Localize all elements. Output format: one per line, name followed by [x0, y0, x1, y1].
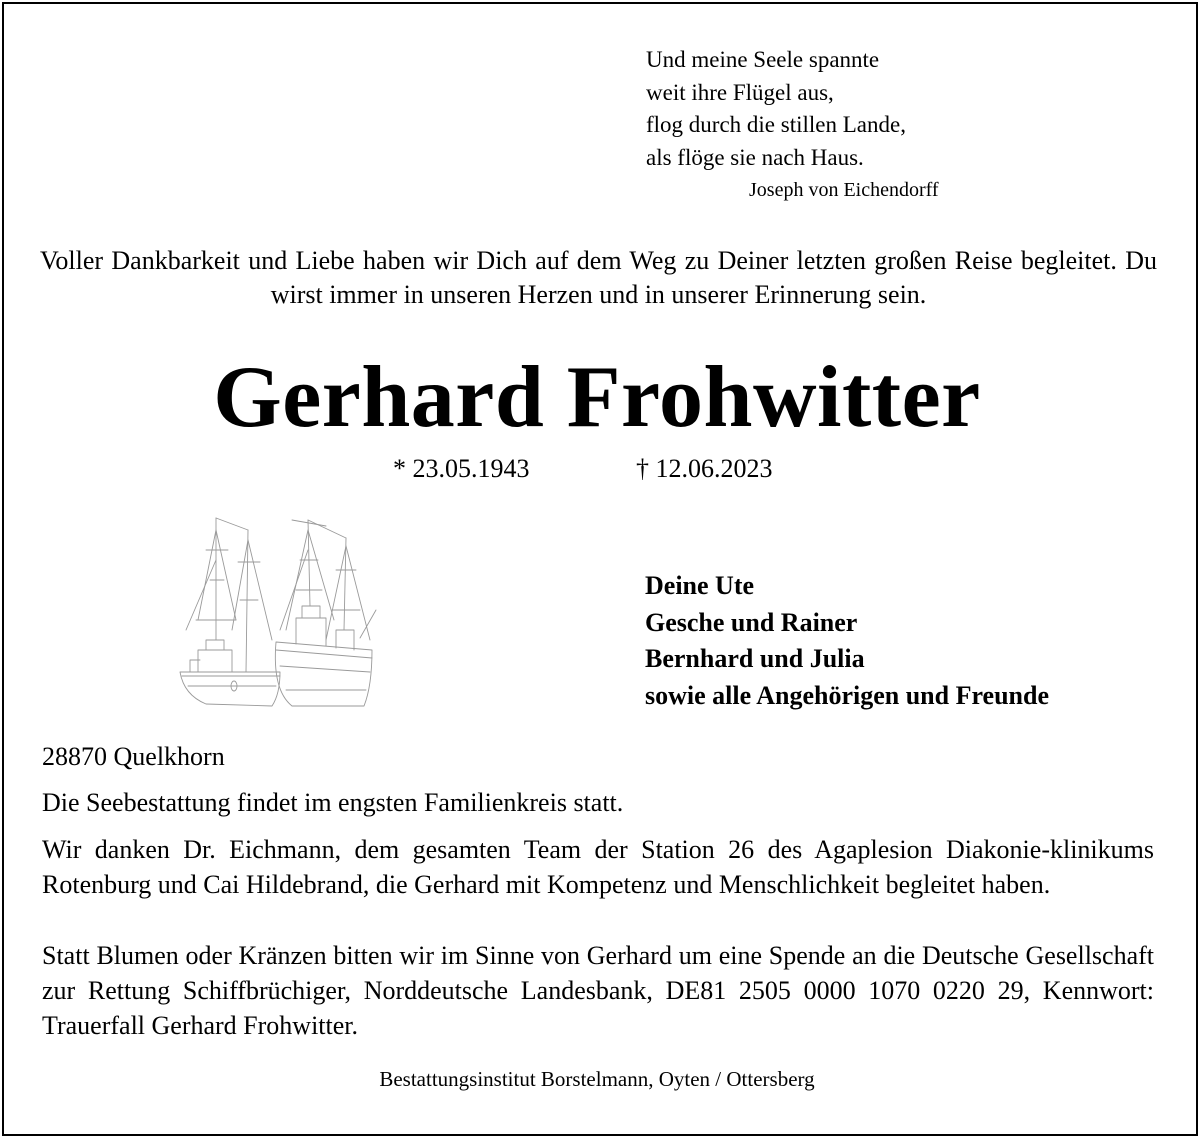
burial-note: Die Seebestattung findet im engsten Familienkreis statt.: [42, 788, 624, 817]
mourner-line: sowie alle Angehörigen und Freunde: [645, 680, 1050, 710]
thanks-text: Wir danken Dr. Eichmann, dem gesamten Team der Station 26 des Agaplesion Diakonie-klinikums Rotenburg und Cai Hildebrand, die Gerhard mit Kompetenz und Menschlichkeit begleitet haben.: [42, 835, 1154, 899]
donation-text: Statt Blumen oder Kränzen bitten wir im Sinne von Gerhard um eine Spende an die Deutsche Gesellschaft zur Rettung Schiffbrüchiger, Norddeutsche Landesbank, DE81 2505 0000 1070 0220 29, Kennwort: Trauerfall Gerhard Frohwitter.: [42, 941, 1154, 1040]
funeral-home: Bestattungsinstitut Borstelmann, Oyten / Ottersberg: [379, 1067, 815, 1091]
address: 28870 Quelkhorn: [42, 742, 225, 771]
poem: [646, 44, 906, 174]
poem-line: Und meine Seele spannte: [646, 47, 880, 72]
fishing-boats-sketch-icon: [176, 490, 388, 712]
poem-author: Joseph von Eichendorff: [749, 179, 939, 201]
deceased-name: Gerhard Frohwitter: [213, 349, 981, 446]
death-date: † 12.06.2023: [636, 454, 773, 483]
poem-line: flog durch die stillen Lande,: [646, 112, 906, 137]
mourner-line: Deine Ute: [645, 571, 755, 600]
poem-line: weit ihre Flügel aus,: [646, 79, 834, 105]
mourner-line: Gesche und Rainer: [645, 607, 858, 637]
poem-line: als flöge sie nach Haus.: [646, 144, 864, 170]
mourner-line: Bernhard und Julia: [645, 644, 865, 673]
mourners-list: [645, 568, 1049, 714]
birth-date: * 23.05.1943: [393, 454, 530, 483]
intro-text: Voller Dankbarkeit und Liebe haben wir Dich auf dem Weg zu Deiner letzten großen Reise begleitet. Du wirst immer in unseren Herzen und in unserer Erinnerung sein.: [40, 246, 1157, 309]
